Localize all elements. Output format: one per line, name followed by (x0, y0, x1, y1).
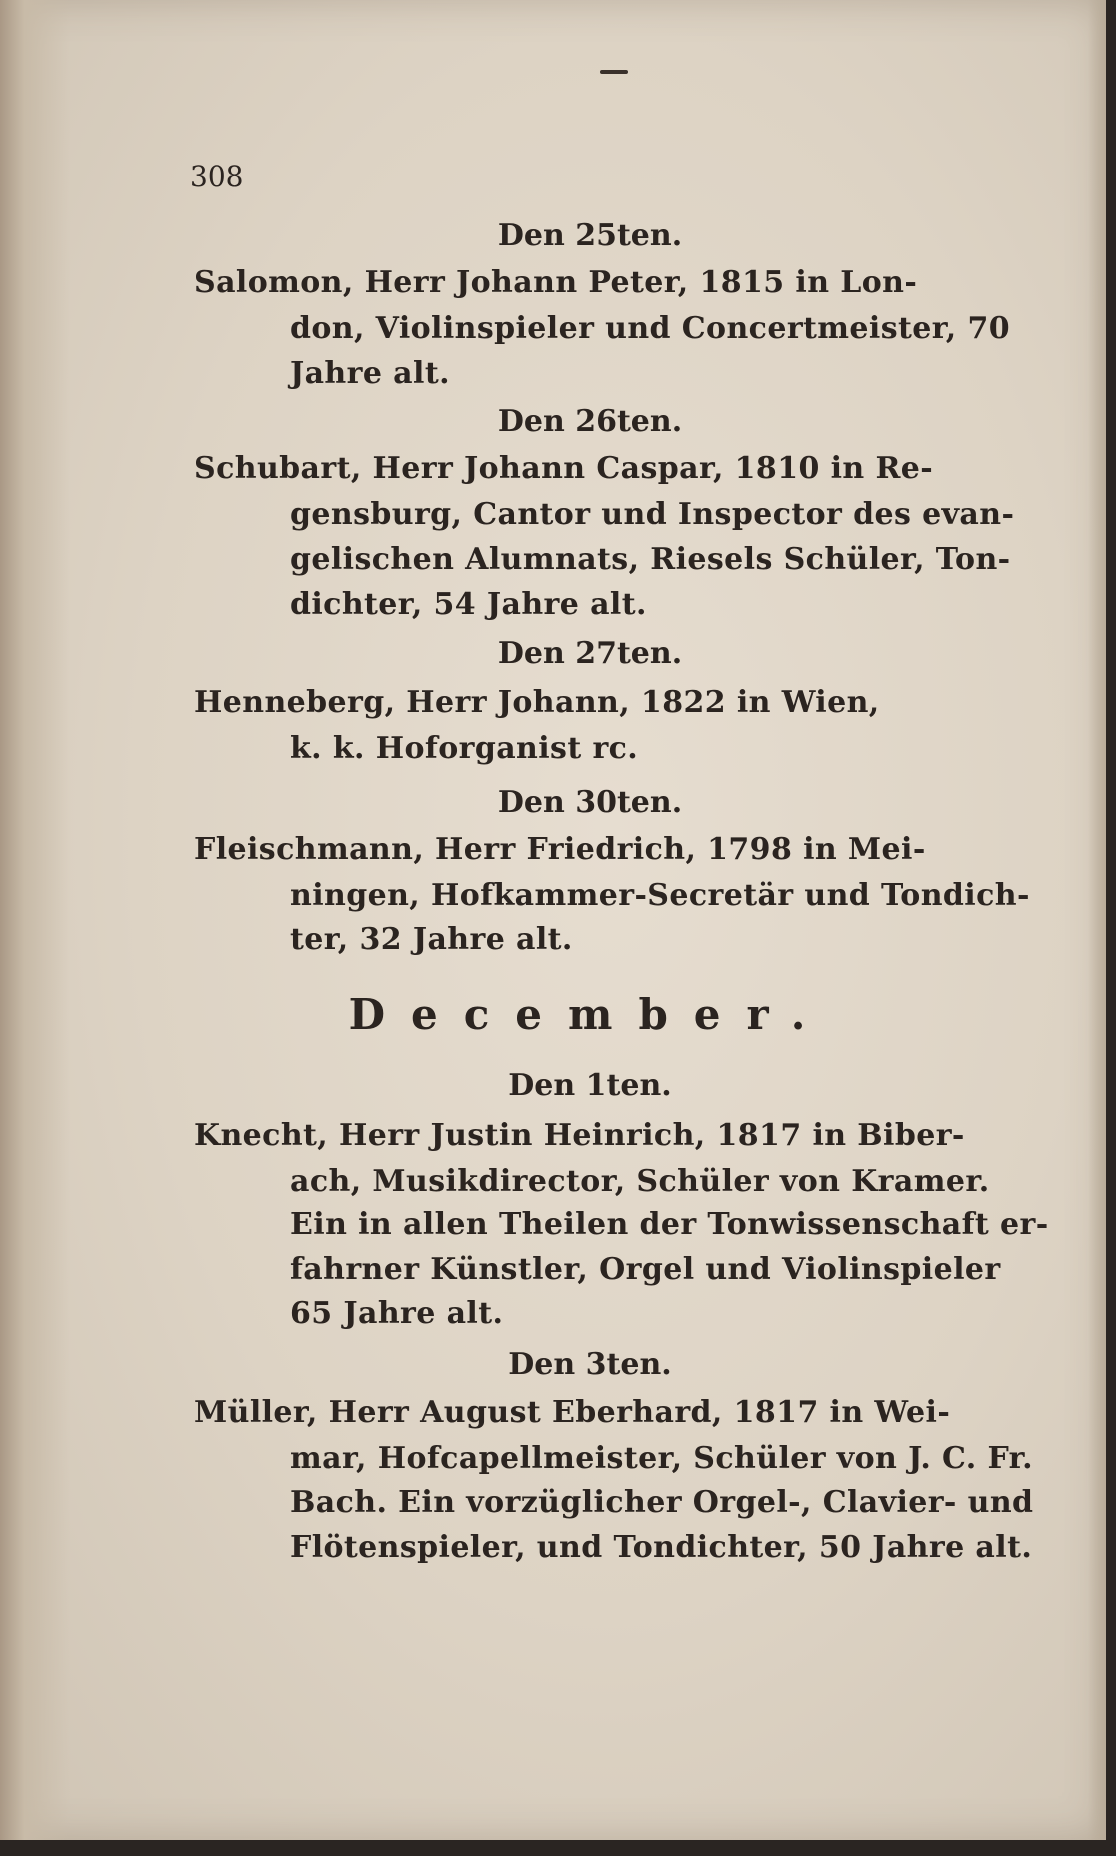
page-gutter-shadow (0, 0, 70, 1840)
date-heading: Den 26ten. (497, 404, 683, 439)
entry-line: mar, Hofcapellmeister, Schüler von J. C. Fr. (290, 1441, 1033, 1476)
entry-line: gelischen Alumnats, Riesels Schüler, Ton- (290, 542, 1011, 577)
date-heading: Den 30ten. (497, 785, 683, 820)
entry-line: Müller, Herr August Eberhard, 1817 in Wei- (194, 1395, 951, 1430)
date-heading: Den 1ten. (508, 1068, 672, 1103)
date-heading: Den 3ten. (508, 1347, 672, 1382)
entry-line: Jahre alt. (290, 356, 450, 391)
entry-line: Schubart, Herr Johann Caspar, 1810 in Re- (194, 451, 934, 486)
entry-line: k. k. Hoforganist rc. (290, 731, 639, 766)
entry-line: Henneberg, Herr Johann, 1822 in Wien, (194, 685, 880, 720)
header-dash (600, 70, 628, 74)
page-edge (1088, 0, 1106, 1840)
entry-line: Bach. Ein vorzüglicher Orgel-, Clavier- und (290, 1485, 1034, 1520)
month-heading: December. (348, 990, 832, 1039)
entry-line: Knecht, Herr Justin Heinrich, 1817 in Biber- (194, 1118, 965, 1153)
entry-line: don, Violinspieler und Concertmeister, 70 (290, 311, 1011, 346)
entry-line: ach, Musikdirector, Schüler von Kramer. (290, 1164, 990, 1199)
entry-line: fahrner Künstler, Orgel und Violinspieler (290, 1252, 1001, 1287)
entry-line: Ein in allen Theilen der Tonwissenschaft er- (290, 1207, 1049, 1242)
entry-line: Flötenspieler, und Tondichter, 50 Jahre alt. (290, 1530, 1033, 1565)
entry-line: gensburg, Cantor und Inspector des evan- (290, 497, 1015, 532)
entry-line: 65 Jahre alt. (290, 1296, 504, 1331)
entry-line: ningen, Hofkammer-Secretär und Tondich- (290, 878, 1030, 913)
entry-line: ter, 32 Jahre alt. (290, 922, 573, 957)
date-heading: Den 25ten. (497, 218, 683, 253)
entry-line: Fleischmann, Herr Friedrich, 1798 in Mei- (194, 832, 926, 867)
page-number: 308 (190, 160, 244, 193)
entry-line: Salomon, Herr Johann Peter, 1815 in Lon- (194, 265, 918, 300)
date-heading: Den 27ten. (497, 636, 683, 671)
entry-line: dichter, 54 Jahre alt. (290, 587, 647, 622)
